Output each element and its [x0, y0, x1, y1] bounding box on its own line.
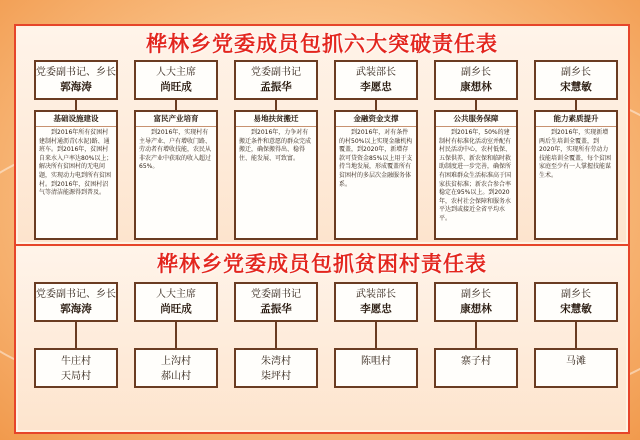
leader-box: [134, 282, 218, 322]
task-description: 到2016年所有贫困村建制村通沥青(水泥)路、通班车。到2016年，贫困村自来水入户率达80%以上；解决所有贫困村的无电问题，实现动力电到所有贫困村。到2016年，贫困村沼气等清洁能源得到普及。: [39, 129, 113, 197]
leader-name: 宋慧敏: [560, 81, 592, 93]
leader-name: 郭海涛: [60, 303, 92, 315]
leader-box: [234, 282, 318, 322]
village-name: 牛庄村: [61, 356, 91, 367]
task-description: 到2016年，实现新增两后生培训全覆盖，到2020年，实现所有劳动力技能培训全覆盖，每个贫困家庭至少有一人掌握技能谋生术。: [539, 129, 612, 179]
leader-name: 宋慧敏: [560, 303, 592, 315]
leader-role: 副乡长: [461, 67, 491, 78]
task-title: 基础设施建设: [36, 112, 116, 127]
task-title: 易地扶贫搬迁: [236, 112, 316, 127]
task-box: [34, 110, 118, 240]
task-description: 到2016年，对有条件的村50%以上实现金融机构覆盖，到2020年，新增存款可贷资金85%以上用于支持当地发展，形成覆盖所有贫困村的多层次金融服务体系。: [339, 129, 413, 188]
connector-line: [275, 322, 277, 348]
village-box: [234, 348, 318, 388]
leader-box: [534, 60, 618, 100]
village-box: [334, 348, 418, 388]
task-description: 到2016年，50%的建制村有标准化活动室并配有村民活动中心，农村低保、五保供养、新农保和临时救助制度进一步完善，确保所有困难群众生活标准高于国家扶贫标准；新农合参合率稳定在95%以上。到2020年，农村社会保障和服务水平达到或接近全省平均水平。: [439, 129, 512, 222]
leader-role: 人大主席: [156, 67, 196, 78]
connector-line: [575, 322, 577, 348]
task-box: [334, 110, 418, 240]
task-title: 富民产业培育: [136, 112, 216, 127]
section2-title: 桦林乡党委成员包抓贫困村责任表: [157, 252, 487, 276]
village-name: 柒坪村: [261, 371, 291, 382]
connector-line: [175, 100, 177, 110]
connector-line: [175, 322, 177, 348]
leader-role: 副乡长: [561, 289, 591, 300]
connector-line: [75, 100, 77, 110]
task-box: [134, 110, 218, 240]
connector-line: [475, 322, 477, 348]
task-box: [234, 110, 318, 240]
task-title: 金融资金支撑: [336, 112, 416, 127]
connector-line: [275, 100, 277, 110]
leader-box: [534, 282, 618, 322]
leader-role: 副乡长: [561, 67, 591, 78]
leader-role: 党委副书记: [251, 67, 301, 78]
connector-line: [375, 322, 377, 348]
leader-box: [334, 60, 418, 100]
connector-line: [75, 322, 77, 348]
six-breakthrough-panel: [14, 24, 630, 246]
task-title: 能力素质提升: [536, 112, 616, 127]
leader-name: 康想林: [460, 81, 492, 93]
connector-line: [575, 100, 577, 110]
connector-line: [375, 100, 377, 110]
leader-box: [234, 60, 318, 100]
village-name: 天局村: [61, 371, 91, 382]
village-box: [434, 348, 518, 388]
leader-name: 李愿忠: [360, 303, 392, 315]
leader-name: 康想林: [460, 303, 492, 315]
leader-box: [434, 282, 518, 322]
poor-village-panel: [14, 244, 630, 434]
leader-role: 武装部长: [356, 289, 396, 300]
village-name: 陈咀村: [361, 356, 391, 367]
leader-role: 武装部长: [356, 67, 396, 78]
village-name: 郝山村: [161, 371, 191, 382]
leader-name: 孟振华: [260, 303, 292, 315]
village-box: [34, 348, 118, 388]
leader-role: 副乡长: [461, 289, 491, 300]
leader-role: 党委副书记: [251, 289, 301, 300]
village-name: 马滩: [566, 356, 586, 367]
leader-role: 党委副书记、乡长: [36, 67, 116, 78]
leader-box: [434, 60, 518, 100]
village-name: 朱湾村: [261, 356, 291, 367]
task-description: 到2016年，实现村有主导产业、户有增收门路、劳动者有增收技能，农民从非农产业中获取的收入超过65%。: [139, 129, 212, 171]
leader-box: [34, 60, 118, 100]
village-box: [134, 348, 218, 388]
leader-box: [34, 282, 118, 322]
leader-box: [334, 282, 418, 322]
leader-box: [134, 60, 218, 100]
leader-role: 党委副书记、乡长: [36, 289, 116, 300]
village-name: 上沟村: [161, 356, 191, 367]
task-title: 公共服务保障: [436, 112, 516, 127]
section1-title: 桦林乡党委成员包抓六大突破责任表: [146, 32, 498, 56]
task-box: [534, 110, 618, 240]
leader-name: 郭海涛: [60, 81, 92, 93]
task-description: 到2016年，力争对有搬迁条件和意愿的群众完成搬迁，确保搬得出、稳得住、能发展、可致富。: [239, 129, 312, 162]
leader-name: 尚旺成: [160, 303, 192, 315]
village-box: [534, 348, 618, 388]
leader-name: 李愿忠: [360, 81, 392, 93]
leader-name: 尚旺成: [160, 81, 192, 93]
task-box: [434, 110, 518, 240]
leader-role: 人大主席: [156, 289, 196, 300]
connector-line: [475, 100, 477, 110]
leader-name: 孟振华: [260, 81, 292, 93]
village-name: 寨子村: [461, 356, 491, 367]
